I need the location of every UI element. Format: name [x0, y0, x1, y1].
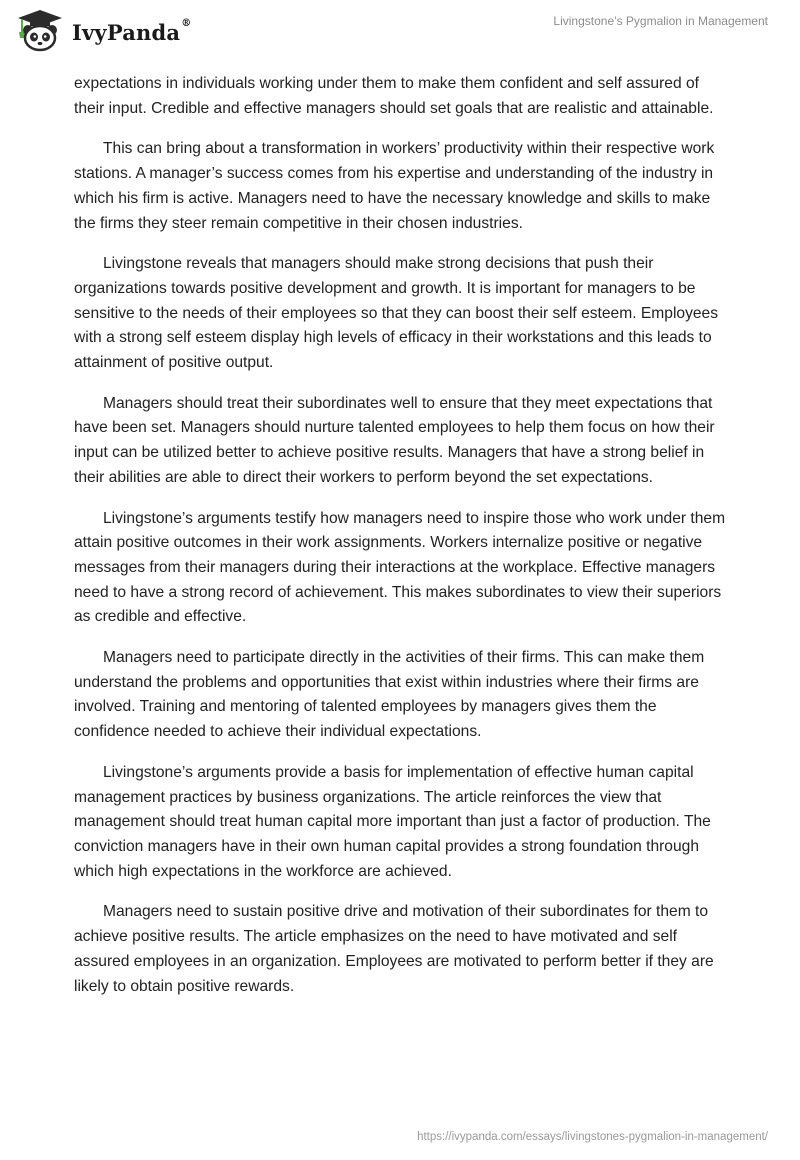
source-url-link[interactable]: https://ivypanda.com/essays/livingstones-pygmalion-in-management/: [417, 1131, 768, 1143]
document-title: Livingstone’s Pygmalion in Management: [553, 14, 768, 28]
paragraph: Livingstone’s arguments testify how managers need to inspire those who work under them attain positive outcomes in their work assignments. Workers internalize positive or negative messages from their managers during their interactions at the workplace. Effective managers need to have a strong record of achievement. This makes subordinates to view their superiors as credible and effective.: [74, 509, 726, 626]
paragraph: Managers need to participate directly in the activities of their firms. This can make them understand the problems and opportunities that exist within industries where their firms are involved. Training and mentoring of talented employees by managers gives them the confidence needed to achieve their individual expectations.: [74, 649, 705, 741]
paragraph: Livingstone’s arguments provide a basis for implementation of effective human capital management practices by business organizations. The article reinforces the view that management should treat human capital more important than just a factor of production. The conviction managers have in their own human capital provides a strong foundation through which high expectations in the workforce are achieved.: [74, 763, 711, 880]
essay-body: [74, 72, 730, 1015]
paragraph: expectations in individuals working under them to make them confident and self assured of their input. Credible and effective managers should set goals that are realistic and attainable.: [74, 75, 714, 117]
panda-logo-icon[interactable]: [14, 8, 66, 52]
paragraph: Managers should treat their subordinates well to ensure that they meet expectations that have been set. Managers should nurture talented employees to help them focus on how their input can be utilized better to achieve positive results. Managers that have a strong belief in their abilities are able to direct their workers to perform beyond the set expectations.: [74, 394, 715, 486]
paragraph: Managers need to sustain positive drive and motivation of their subordinates for them to achieve positive results. The article emphasizes on the need to have motivated and self assured employees in an organization. Employees are motivated to perform better if they are likely to obtain positive rewards.: [74, 903, 714, 995]
registered-mark: ®: [181, 18, 192, 29]
paragraph: This can bring about a transformation in workers’ productivity within their respective work stations. A manager’s success comes from his expertise and understanding of the industry in which his firm is active. Managers need to have the necessary knowledge and skills to make the firms they steer remain competitive in their chosen industries.: [74, 140, 715, 232]
page-header: [0, 0, 800, 60]
brand-name[interactable]: IvyPanda®: [72, 18, 192, 45]
paragraph: Livingstone reveals that managers should make strong decisions that push their organizations towards positive development and growth. It is important for managers to be sensitive to the needs of their employees so that they can boost their self esteem. Employees with a strong self esteem display high levels of efficacy in their workstations and this leads to attainment of positive output.: [74, 255, 719, 372]
